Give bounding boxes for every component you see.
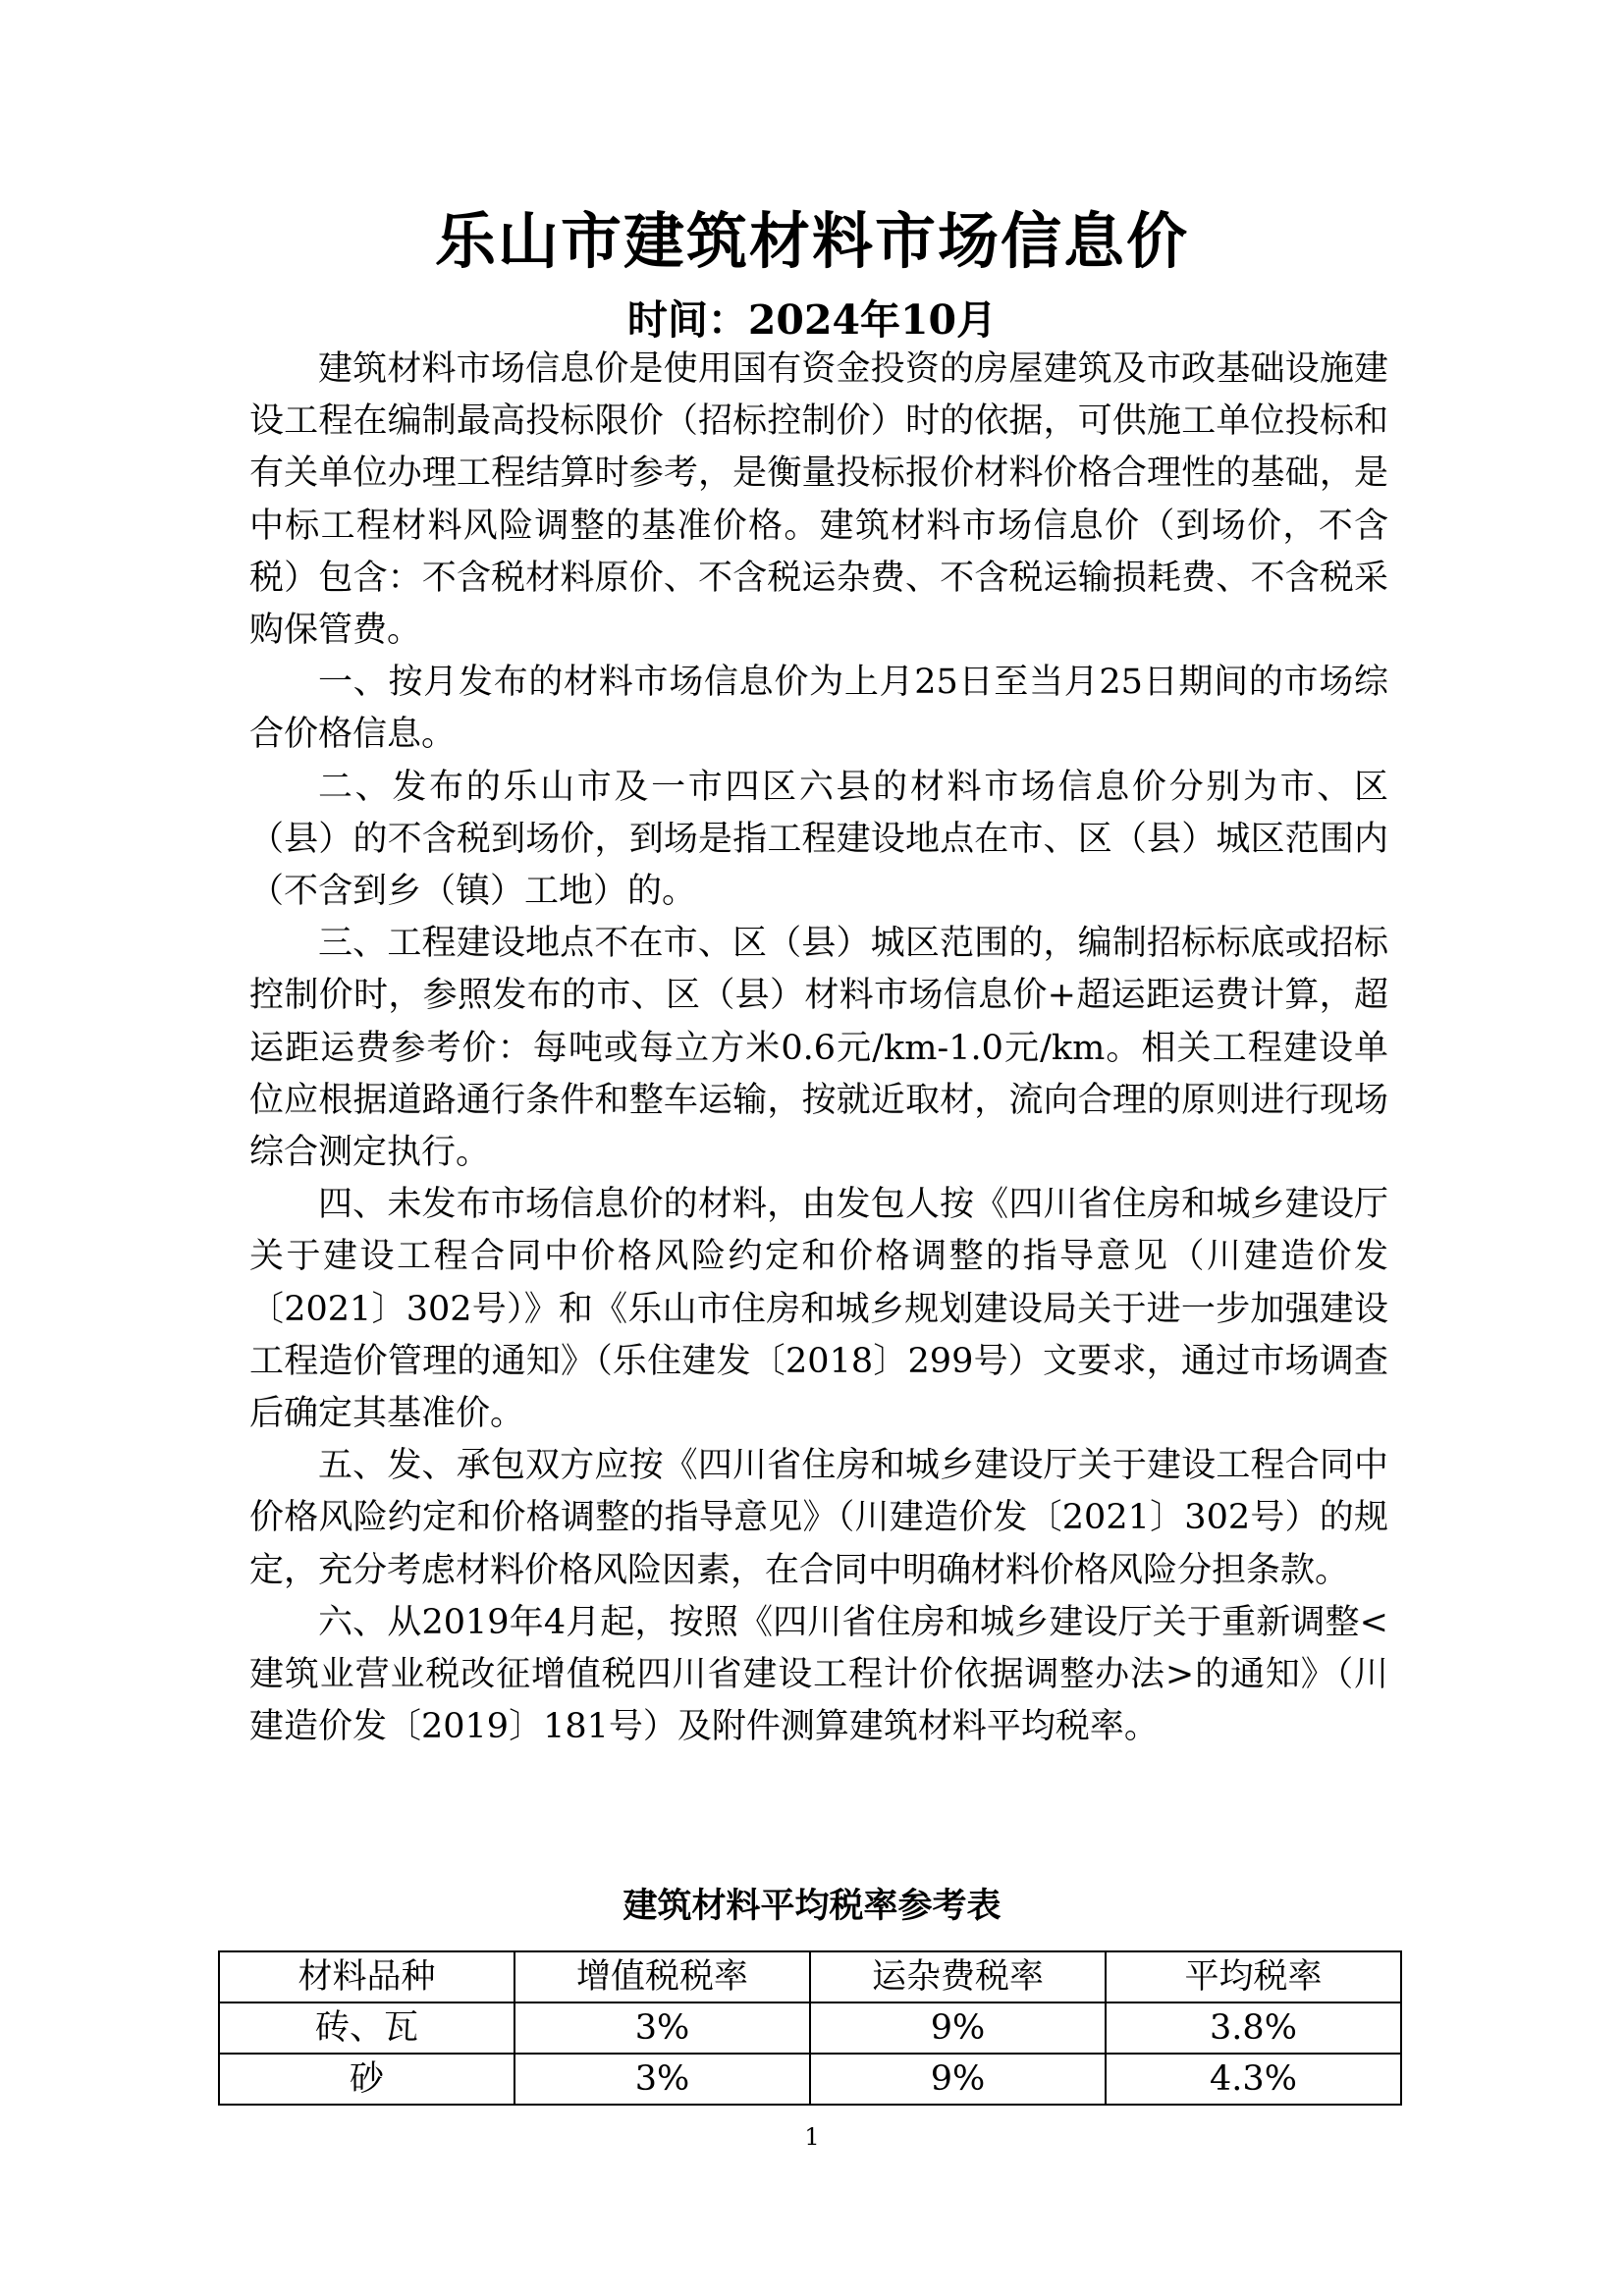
table-cell: 4.3% — [1106, 2054, 1401, 2105]
paragraph-item-5: 五、发、承包双方应按《四川省住房和城乡建设厅关于建设工程合同中价格风险约定和价格调整的指导意见》（川建造价发〔2021〕302号）的规定，充分考虑材料价格风险因素，在合同中明确材料价格风险分担条款。 — [249, 1446, 1388, 1590]
table-header-row — [219, 1951, 1401, 2002]
paragraph-item-6: 六、从2019年4月起，按照《四川省住房和城乡建设厅关于重新调整<建筑业营业税改征增值税四川省建设工程计价依据调整办法>的通知》（川建造价发〔2019〕181号）及附件测算建筑材料平均税率。 — [249, 1602, 1388, 1747]
document-body — [249, 344, 1388, 1753]
paragraph-item-1: 一、按月发布的材料市场信息价为上月25日至当月25日期间的市场综合价格信息。 — [249, 663, 1388, 755]
table-cell: 3.8% — [1106, 2002, 1401, 2054]
table-cell: 砂 — [219, 2054, 514, 2105]
table-header-cell: 增值税税率 — [514, 1951, 810, 2002]
table-cell: 3% — [514, 2002, 810, 2054]
table-cell: 3% — [514, 2054, 810, 2105]
paragraph-item-3: 三、工程建设地点不在市、区（县）城区范围的，编制招标标底或招标控制价时，参照发布的市、区（县）材料市场信息价+超运距运费计算，超运距运费参考价：每吨或每立方米0.6元/km-1.0元/km。相关工程建设单位应根据道路通行条件和整车运输，按就近取材，流向合理的原则进行现场综合测定执行。 — [249, 924, 1388, 1173]
table-header-cell: 运杂费税率 — [810, 1951, 1106, 2002]
table-cell: 砖、瓦 — [219, 2002, 514, 2054]
table-caption: 建筑材料平均税率参考表 — [623, 1886, 1001, 1926]
paragraph-item-2: 二、发布的乐山市及一市四区六县的材料市场信息价分别为市、区（县）的不含税到场价，到场是指工程建设地点在市、区（县）城区范围内（不含到乡（镇）工地）的。 — [249, 767, 1388, 912]
paragraph-item-4: 四、未发布市场信息价的材料，由发包人按《四川省住房和城乡建设厅关于建设工程合同中价格风险约定和价格调整的指导意见（川建造价发〔2021〕302号）》和《乐山市住房和城乡规划建设局关于进一步加强建设工程造价管理的通知》（乐住建发〔2018〕299号）文要求，通过市场调查后确定其基准价。 — [249, 1185, 1388, 1434]
document-title: 乐山市建筑材料市场信息价 — [434, 205, 1189, 277]
paragraph-intro: 建筑材料市场信息价是使用国有资金投资的房屋建筑及市政基础设施建设工程在编制最高投标限价（招标控制价）时的依据，可供施工单位投标和有关单位办理工程结算时参考，是衡量投标报价材料价格合理性的基础，是中标工程材料风险调整的基准价格。建筑材料市场信息价（到场价，不含税）包含：不含税材料原价、不含税运杂费、不含税运输损耗费、不含税采购保管费。 — [249, 349, 1388, 651]
tax-rate-table — [218, 1950, 1402, 2106]
table-header-cell: 材料品种 — [219, 1951, 514, 2002]
table-cell: 9% — [810, 2002, 1106, 2054]
page-number: 1 — [804, 2123, 820, 2151]
table-header-cell: 平均税率 — [1106, 1951, 1401, 2002]
document-date: 时间：2024年10月 — [626, 296, 998, 344]
table-row — [219, 2002, 1401, 2054]
table-row — [219, 2054, 1401, 2105]
table-cell: 9% — [810, 2054, 1106, 2105]
